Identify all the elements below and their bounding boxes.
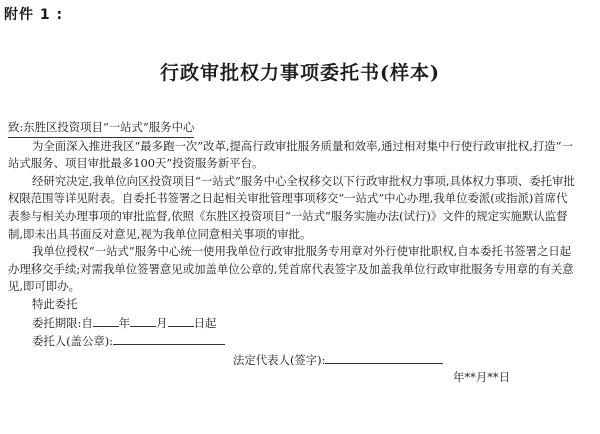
attachment-label: 附件 1 : [4, 7, 64, 23]
legal-rep-line [8, 351, 578, 370]
period-year: 年 [118, 315, 131, 330]
document-body [8, 119, 578, 387]
legal-rep-label: 法定代表人(签字): [233, 352, 326, 367]
legal-rep-signature-blank [325, 351, 443, 364]
addressee: 致:东胜区投资项目“一站式”服务中心 [8, 119, 194, 138]
paragraph-decision: 经研究决定,我单位向区投资项目“一站式”服务中心全权移交以下行政审批权力事项,具体权力事项、委托审批权限范围等详见附表。自委托书签署之日起相关审批管理事项移交“一站式”中心办理,我单位委派(或指派)首席代表参与相关办理事项的审批监督,依照《东胜区投资项目“一站式”服务实施办法(试行)》文件的规定实施默认监督制,即未出具书面反对意见,视为我单位同意相关事项的审批。 [8, 173, 575, 241]
principal-label: 委托人(盖公章): [31, 334, 114, 349]
document-title: 行政审批权力事项委托书(样本) [160, 62, 440, 84]
paragraph-intro: 为全面深入推进我区“最多跑一次”改革,提高行政审批服务质量和效率,通过相对集中行使行政审批权,打造“一站式服务、项目审批最多100天”投资服务新平台。 [8, 138, 573, 171]
period-day: 日起 [193, 315, 217, 330]
month-blank [130, 314, 156, 327]
paragraph-authorization: 我单位授权“一站式”服务中心统一使用我单位行政审批服务专用章对外行使审批职权,自本委托书签署之日起办理移交手续;对需我单位签署意见或加盖单位公章的,凭首席代表签字及加盖我单位行政审批服务专用章的有关意见,即可即办。 [8, 244, 574, 294]
period-label: 委托期限: [31, 315, 82, 330]
period-month: 月 [156, 315, 168, 330]
year-blank [93, 314, 119, 327]
day-blank [168, 314, 194, 327]
date-line: 年**月**日 [453, 370, 510, 385]
principal-signature-blank [113, 332, 225, 345]
closing-phrase: 特此委托 [31, 296, 78, 311]
period-from: 自 [81, 315, 93, 330]
addressee-line [8, 119, 578, 138]
entrust-period-line [8, 314, 578, 333]
principal-line [8, 332, 578, 351]
